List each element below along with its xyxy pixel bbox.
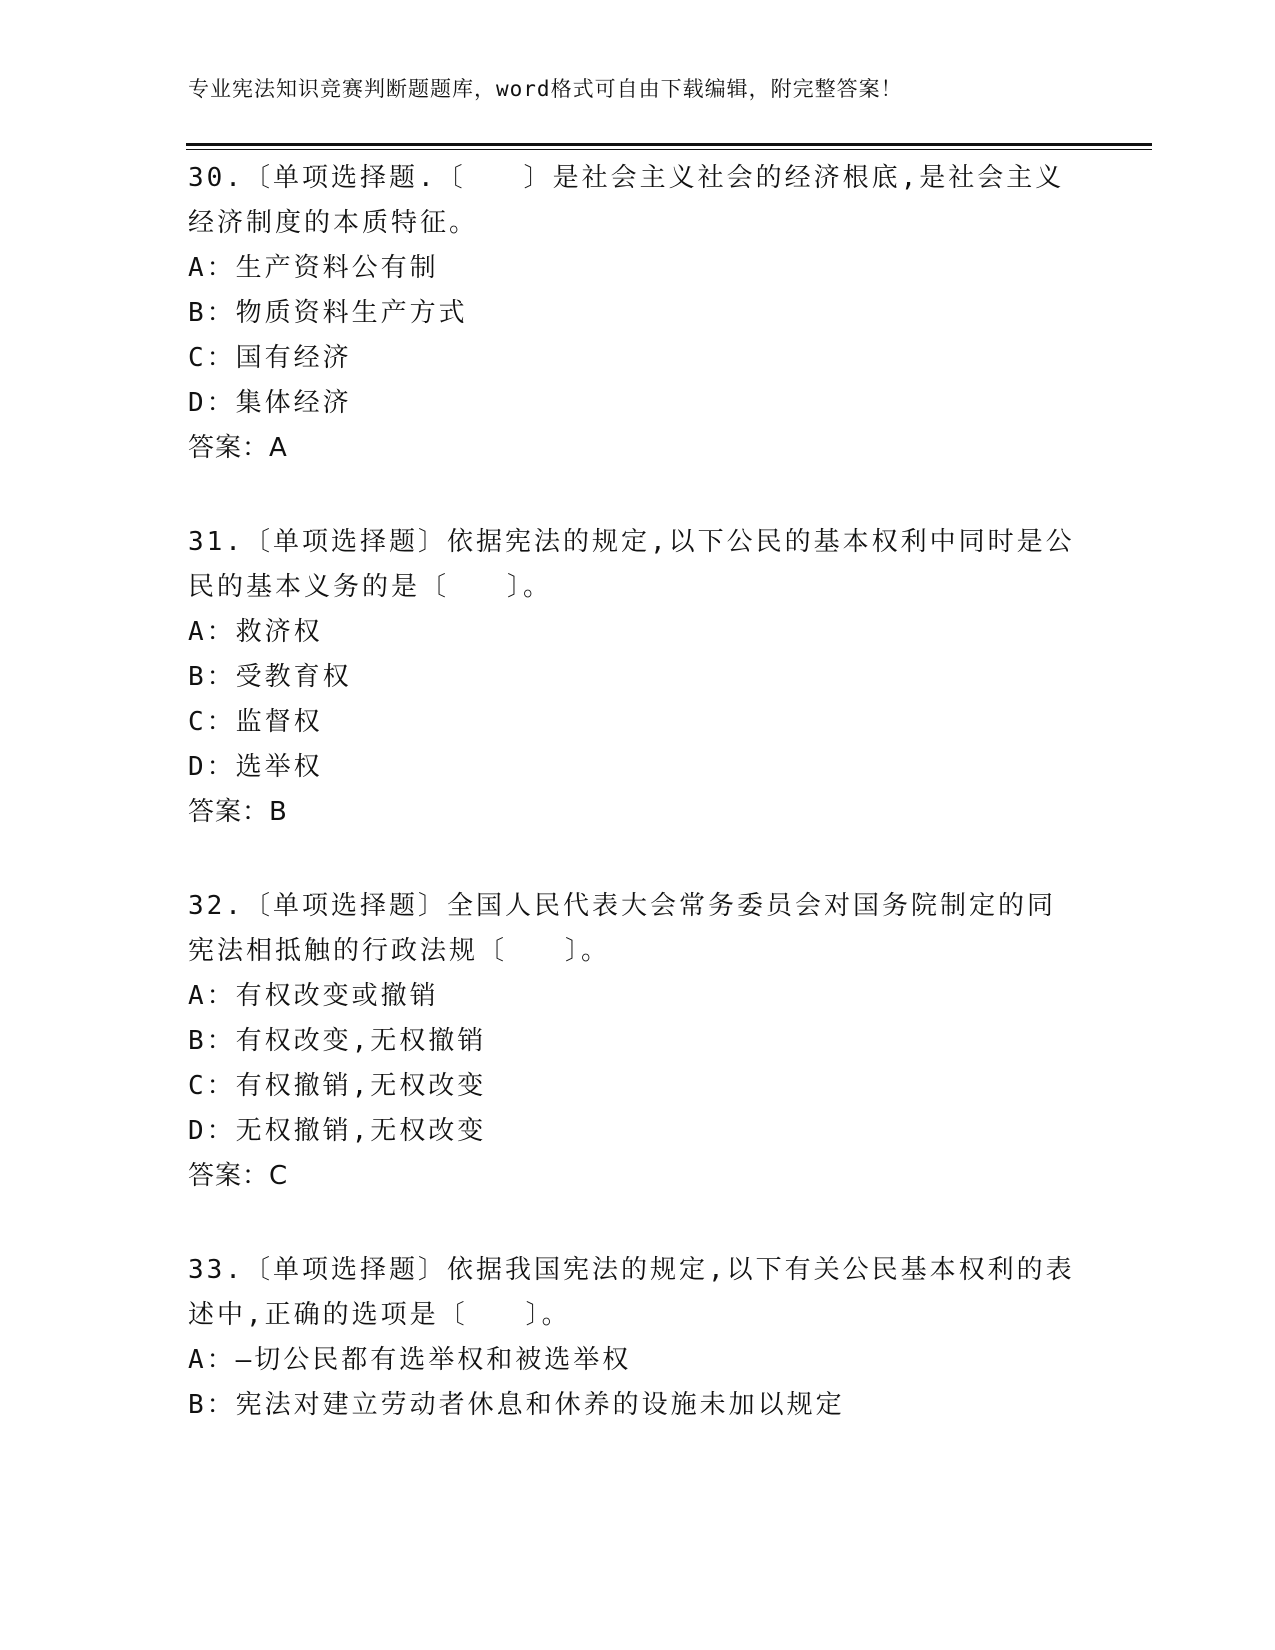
option-d: D：集体经济 <box>188 388 352 418</box>
option-a: A：有权改变或撤销 <box>188 981 439 1011</box>
answer-line: 答案：A <box>188 433 288 463</box>
question-stem: 31.〔单项选择题〕依据宪法的规定,以下公民的基本权利中同时是公民的基本义务的是〔 〕。 <box>188 527 1075 602</box>
question-32 <box>188 884 1078 1199</box>
option-c: C：国有经济 <box>188 343 352 373</box>
header-divider-thin <box>186 149 1152 150</box>
option-c: C：有权撤销,无权改变 <box>188 1071 487 1101</box>
question-31 <box>188 520 1078 835</box>
header-divider-thick <box>186 143 1152 146</box>
answer-line: 答案：C <box>188 1161 289 1191</box>
answer-line: 答案：B <box>188 797 288 827</box>
question-33 <box>188 1248 1078 1428</box>
question-30 <box>188 156 1078 471</box>
option-a: A：救济权 <box>188 617 323 647</box>
question-stem: 33.〔单项选择题〕依据我国宪法的规定,以下有关公民基本权利的表述中,正确的选项是〔 〕。 <box>188 1255 1075 1330</box>
option-b: B：受教育权 <box>188 662 352 692</box>
question-stem: 32.〔单项选择题〕全国人民代表大会常务委员会对国务院制定的同宪法相抵触的行政法规〔 〕。 <box>188 891 1056 966</box>
option-b: B：有权改变,无权撤销 <box>188 1026 487 1056</box>
option-a: A：—切公民都有选举权和被选举权 <box>188 1345 632 1375</box>
option-c: C：监督权 <box>188 707 323 737</box>
option-d: D：选举权 <box>188 752 323 782</box>
option-a: A：生产资料公有制 <box>188 253 439 283</box>
question-stem: 30.〔单项选择题.〔 〕是社会主义社会的经济根底,是社会主义经济制度的本质特征。 <box>188 163 1065 238</box>
page-header: 专业宪法知识竞赛判断题题库，word格式可自由下载编辑，附完整答案！ <box>188 77 903 101</box>
option-d: D：无权撤销,无权改变 <box>188 1116 487 1146</box>
option-b: B：宪法对建立劳动者休息和休养的设施未加以规定 <box>188 1390 845 1420</box>
option-b: B：物质资料生产方式 <box>188 298 468 328</box>
